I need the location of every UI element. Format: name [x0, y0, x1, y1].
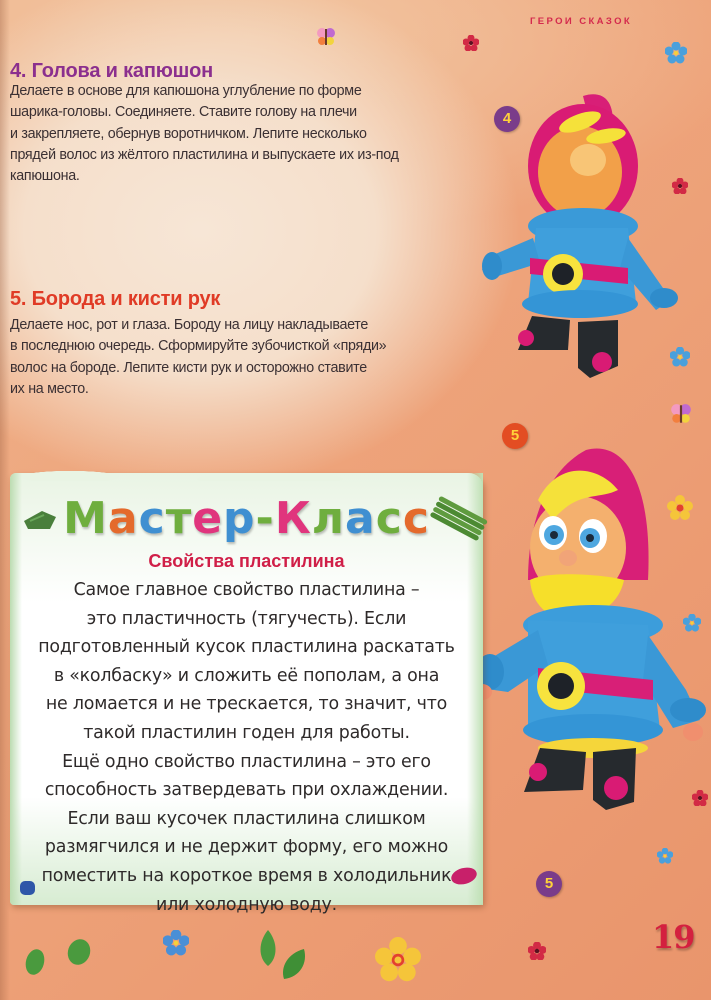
yellow-flower-icon	[667, 495, 693, 521]
master-class-subtitle: Свойства пластилина	[148, 551, 345, 571]
red-flower-icon	[463, 35, 479, 51]
step-5-title: 5. Борода и кисти рук	[10, 288, 221, 310]
clay-blue-piece-icon	[18, 878, 38, 898]
master-class-panel	[10, 473, 483, 915]
red-flower-icon	[528, 942, 546, 960]
clay-gnome-step4-image	[478, 88, 688, 393]
text-line: Делаете нос, рот и глаза. Бороду на лицу накладываете	[10, 317, 369, 333]
title-letter: с	[138, 493, 166, 544]
step-5-text	[10, 315, 386, 400]
green-leaf-icon	[24, 948, 46, 976]
blue-flower-icon	[670, 347, 690, 367]
clay-pink-piece-icon	[450, 866, 478, 886]
text-line: в «колбаску» и сложить её пополам, а она	[53, 665, 440, 686]
text-line: прядей волос из жёлтого пластилина и выпускаете их из-под	[10, 146, 399, 163]
step-4-text	[10, 81, 399, 187]
blue-flower-icon	[683, 614, 701, 632]
green-leaf-icon	[66, 937, 92, 967]
step-5-badge: 5	[502, 423, 528, 449]
butterfly-icon	[670, 402, 692, 426]
text-line: такой пластилин годен для работы.	[83, 722, 410, 743]
yellow-flower-icon	[375, 937, 421, 983]
text-line: Ещё одно свойство пластилина – это его	[62, 751, 431, 772]
text-line: способность затвердевать при охлаждении.	[44, 780, 449, 801]
butterfly-icon	[316, 26, 336, 48]
title-letter: т	[165, 493, 193, 544]
page-gutter-shadow	[0, 0, 10, 1000]
step-5-badge-bottom: 5	[536, 871, 562, 897]
text-line: или холодную воду.	[156, 894, 337, 915]
text-line: Самое главное свойство пластилина –	[73, 580, 420, 600]
master-class-title	[10, 493, 483, 544]
title-letter: -	[255, 493, 275, 544]
title-letter: е	[192, 493, 224, 544]
text-line: не ломается и не трескается, то значит, что	[45, 694, 448, 715]
text-line: и закрепляете, обернув воротничком. Лепите несколько	[10, 125, 367, 142]
text-line: это пластичность (тягучесть). Если	[86, 608, 407, 629]
title-letter: с	[375, 493, 403, 544]
red-flower-icon	[672, 178, 688, 194]
master-class-body	[10, 576, 483, 919]
green-leaf-icon	[256, 928, 280, 968]
step-4-title: 4. Голова и капюшон	[10, 60, 213, 82]
text-line: подготовленный кусок пластилина раскатать	[38, 637, 455, 658]
title-letter: а	[107, 493, 139, 544]
clay-gnome-step5-image	[468, 430, 711, 810]
green-leaf-icon	[278, 945, 308, 981]
text-line: Делаете в основе для капюшона углубление по форме	[10, 83, 362, 99]
title-letter: К	[274, 493, 312, 544]
blue-flower-icon	[163, 930, 189, 956]
text-line: шарика-головы. Соединяете. Ставите голову на плечи	[10, 104, 357, 121]
text-line: в последнюю очередь. Сформируйте зубочисткой «пряди»	[10, 338, 387, 355]
title-letter: р	[223, 493, 256, 544]
blue-flower-icon	[665, 42, 687, 64]
red-flower-icon	[692, 790, 708, 806]
text-line: их на место.	[10, 380, 89, 397]
running-head: ГЕРОИ СКАЗОК	[530, 16, 633, 27]
blue-flower-icon	[657, 848, 673, 864]
text-line: волос на бороде. Лепите кисти рук и осторожно ставите	[10, 359, 367, 376]
text-line: капюшона.	[10, 168, 80, 185]
title-letter: М	[63, 493, 108, 544]
title-letter: а	[345, 493, 376, 544]
step-4-badge: 4	[494, 106, 520, 132]
page-number: 19	[652, 918, 695, 956]
title-letter: с	[402, 493, 430, 544]
text-line: поместить на короткое время в холодильник	[41, 865, 452, 886]
text-line: размягчился и не держит форму, его можно	[44, 837, 449, 858]
text-line: Если ваш кусочек пластилина слишком	[67, 808, 426, 829]
title-letter: л	[311, 493, 346, 544]
